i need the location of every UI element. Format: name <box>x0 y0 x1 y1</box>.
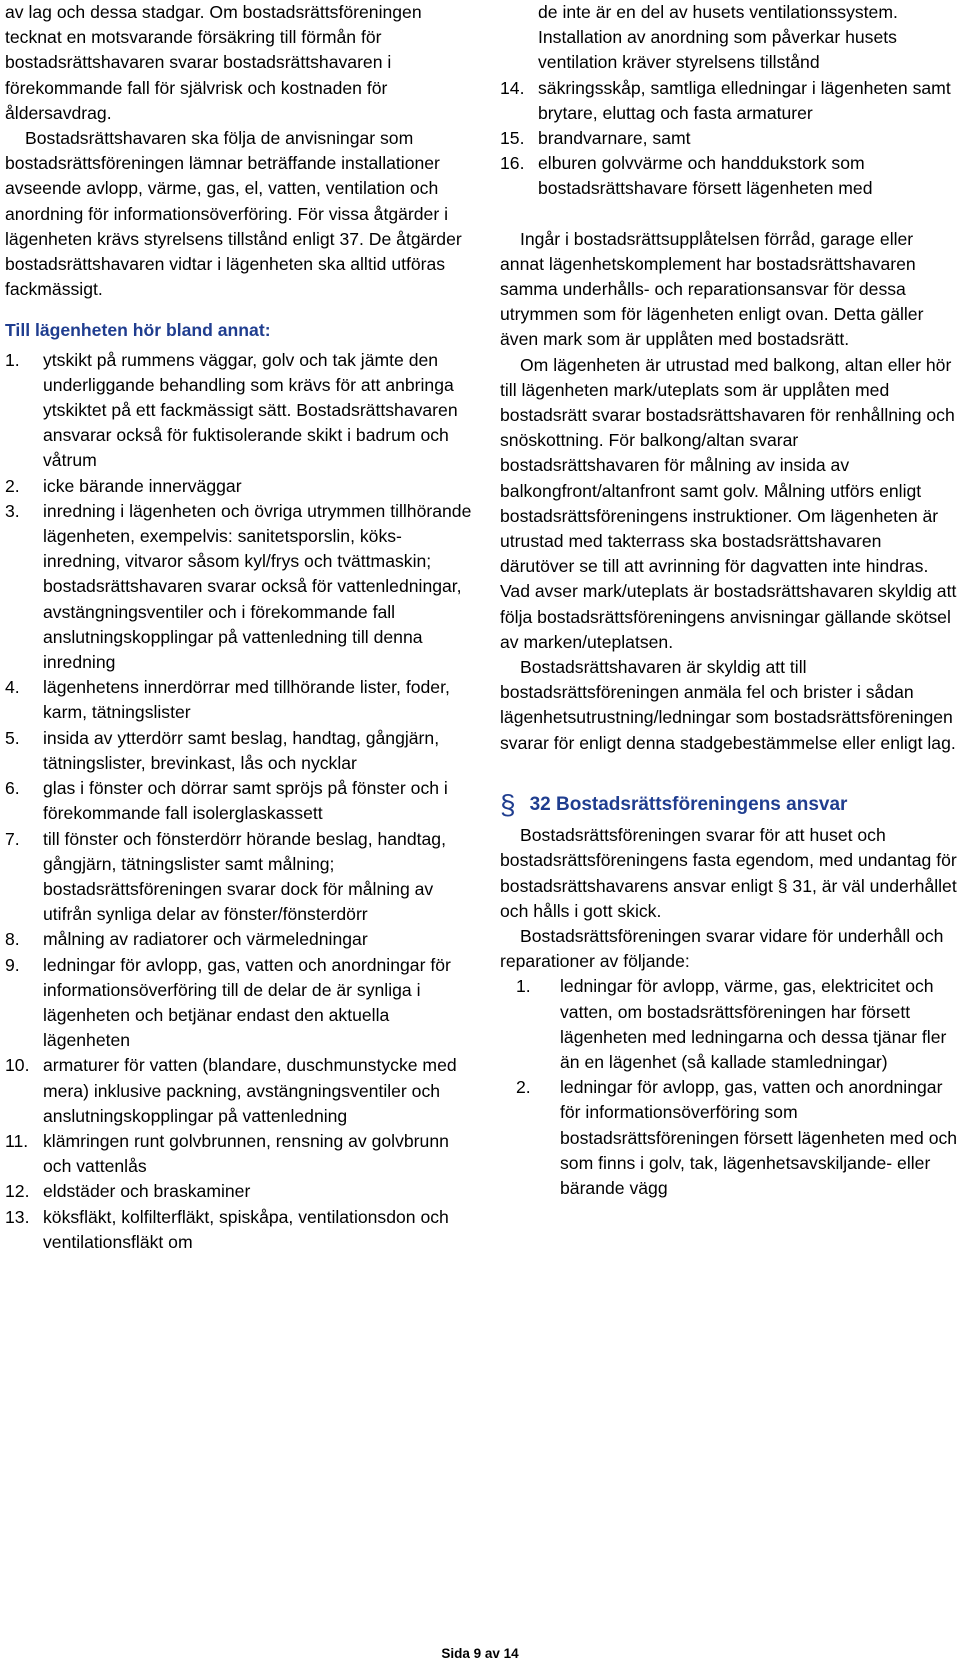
item-number: 7. <box>5 828 20 849</box>
item-text: ledningar för avlopp, värme, gas, elektricitet och vatten, om bostadsrättsföreningen har försett lägenheten med ledningarna och dessa tjänar fler än en lägenhet (så kallade stamledningar) <box>560 976 947 1072</box>
report-faults-paragraph: Bostadsrättshavaren är skyldig att till bostadsrättsföreningen anmäla fel och brister i sådan lägenhetsutrustning/ledningar som bostadsrättsföreningen svarar för enligt denna stadgebestämmelse eller enligt lag. <box>500 657 956 753</box>
item-number: 12. <box>5 1181 30 1202</box>
list-item <box>5 499 473 675</box>
list-item <box>5 1179 473 1204</box>
item-number-spacer <box>500 0 538 76</box>
list-item <box>5 1205 473 1255</box>
item-text: eldstäder och braskaminer <box>43 1181 251 1202</box>
item-number: 14. <box>500 77 525 98</box>
item-number: 2. <box>5 475 20 496</box>
item-text: brandvarnare, samt <box>538 128 691 149</box>
list-item <box>5 953 473 1054</box>
spacer <box>500 202 960 227</box>
list-item <box>5 927 473 952</box>
list-item <box>500 76 960 126</box>
section-title: 32 Bostadsrättsföreningens ansvar <box>529 793 848 815</box>
installations-paragraph: Bostadsrättshavaren ska följa de anvisningar som bostadsrättsföreningen lämnar beträffande installationer avseende avlopp, värme, gas, el, vatten, ventilation och anordning för informationsöverföring. För vissa åtgärder i lägenheten krävs styrelsens tillstånd enligt 37. De åtgärder bostadsrättshavaren vidtar i lägenheten ska alltid utföras fackmässigt. <box>5 128 462 300</box>
list-item <box>5 474 473 499</box>
item-text: lägenhetens innerdörrar med tillhörande lister, foder, karm, tätningslister <box>43 677 450 723</box>
maintenance-intro-paragraph: Bostadsrättsföreningen svarar vidare för underhåll och reparationer av följande: <box>500 925 944 972</box>
item-number: 9. <box>5 954 20 975</box>
item-number: 1. <box>516 976 531 997</box>
list-item <box>500 1075 960 1201</box>
item-text: ledningar för avlopp, gas, vatten och anordningar för informationsöverföring som bostadsrättsföreningen försett lägenheten med och som finns i golv, tak, lägenhetsavskiljande- eller bärande vägg <box>560 1077 958 1198</box>
item-text: icke bärande innerväggar <box>43 475 242 496</box>
item-text: de inte är en del av husets ventilationssystem. Installation av anordning som påverkar husets ventilation kräver styrelsens tillstånd <box>538 2 898 73</box>
item-text: säkringsskåp, samtliga elledningar i lägenheten samt brytare, eluttag och fasta armaturer <box>538 77 951 123</box>
item-number: 4. <box>5 677 20 698</box>
list-item <box>500 126 960 151</box>
list-item <box>5 776 473 826</box>
page-number: Sida 9 av 14 <box>441 1646 519 1661</box>
association-items-list <box>500 974 960 1201</box>
list-item <box>5 726 473 776</box>
item-text: till fönster och fönsterdörr hörande beslag, handtag, gångjärn, tätningslister samt målning; bostadsrättsföreningen svarar dock för målning av utifrån synliga delar av fönster/fönsterdörr <box>43 828 446 925</box>
item-number: 16. <box>500 153 525 174</box>
list-item-continuation <box>500 0 960 76</box>
item-number: 15. <box>500 128 525 149</box>
list-item <box>500 974 960 1075</box>
list-item <box>5 348 473 474</box>
item-text: insida av ytterdörr samt beslag, handtag, gångjärn, tätningslister, brevinkast, lås och nycklar <box>43 727 440 773</box>
item-number: 6. <box>5 778 20 799</box>
item-text: ledningar för avlopp, gas, vatten och anordningar för informationsöverföring till de delar de är synliga i lägenheten och betjänar endast den aktuella lägenheten <box>43 954 451 1051</box>
item-text: ytskikt på rummens väggar, golv och tak jämte den underliggande behandling som krävs för att anbringa ytskiktet på ett fackmässigt sätt. Bostadsrättshavaren ansvarar också för fuktisolerande skikt i badrum och våtrum <box>43 349 458 471</box>
item-text: glas i fönster och dörrar samt spröjs på fönster och i förekommande fall isolerglaskassett <box>43 778 448 824</box>
list-item <box>5 827 473 928</box>
item-number: 3. <box>5 500 20 521</box>
item-text: armaturer för vatten (blandare, duschmunstycke med mera) inklusive packning, avstängningsventiler och anslutningskopplingar på vattenledning <box>43 1055 457 1126</box>
list-item <box>5 675 473 725</box>
item-number: 5. <box>5 727 20 748</box>
section-sign: § <box>500 788 516 820</box>
item-number: 1. <box>5 349 20 370</box>
item-text: klämringen runt golvbrunnen, rensning av golvbrunn och vattenlås <box>43 1130 449 1177</box>
apartment-items-list-continued <box>500 76 960 202</box>
section-32-heading <box>500 788 960 820</box>
item-text: köksfläkt, kolfilterfläkt, spiskåpa, ventilationsdon och ventilationsfläkt om <box>43 1206 449 1252</box>
apartment-includes-heading: Till lägenheten hör bland annat: <box>5 320 271 341</box>
item-number: 2. <box>516 1077 531 1098</box>
balcony-paragraph: Om lägenheten är utrustad med balkong, altan eller hör till lägenheten mark/uteplats som är upplåten med bostadsrätt svarar bostadsrättshavaren för renhållning och snöskottning. För balkong/altan svarar bostadsrättshavaren för målning av insida av balkongfront/altanfront samt golv. Målning utförs enligt bostadsrättsföreningens instruktioner. Om lägenheten är utrustad med takterrass ska bostadsrättshavaren därutöver se till att avrinning för dagvatten inte hindras. Vad avser mark/uteplats är bostadsrättshavaren skyldig att följa bostadsrättsföreningens anvisningar gällande skötsel av marken/uteplatsen. <box>500 354 957 652</box>
item-text: elburen golvvärme och handdukstork som bostadsrättshavare försett lägenheten med <box>538 153 873 199</box>
item-number: 8. <box>5 929 20 950</box>
right-column <box>500 0 960 1201</box>
item-text: målning av radiatorer och värmeledningar <box>43 929 368 950</box>
list-item <box>5 1129 473 1179</box>
item-number: 13. <box>5 1206 30 1227</box>
list-item <box>500 151 960 201</box>
intro-paragraph: av lag och dessa stadgar. Om bostadsrättsföreningen tecknat en motsvarande försäkring till förmån för bostadsrättshavaren svarar bostadsrättshavaren i förekommande fall för självrisk och kostnaden för åldersavdrag. <box>5 2 422 123</box>
list-item <box>5 1053 473 1129</box>
apartment-items-list <box>5 348 473 1255</box>
left-column <box>5 0 473 1255</box>
storage-paragraph: Ingår i bostadsrättsupplåtelsen förråd, garage eller annat lägenhetskomplement har bostadsrättshavaren samma underhålls- och reparationsansvar för dessa utrymmen som för lägenheten enligt ovan. Detta gäller även mark som är upplåten med bostadsrätt. <box>500 228 924 350</box>
item-number: 10. <box>5 1055 30 1076</box>
item-number: 11. <box>5 1130 29 1151</box>
association-responsibility-paragraph: Bostadsrättsföreningen svarar för att huset och bostadsrättsföreningens fasta egendom, med undantag för bostadsrättshavarens ansvar enligt § 31, är väl underhållet och hålls i gott skick. <box>500 825 957 921</box>
item-text: inredning i lägenheten och övriga utrymmen tillhörande lägenheten, exempelvis: sanitetsporslin, köksinredning, vitvaror såsom kyl/frys och tvättmaskin; bostadsrättshavaren svarar också för vattenledningar, avstängningsventiler och i förekommande fall anslutningskopplingar på vattenledning till denna inredning <box>43 500 472 673</box>
